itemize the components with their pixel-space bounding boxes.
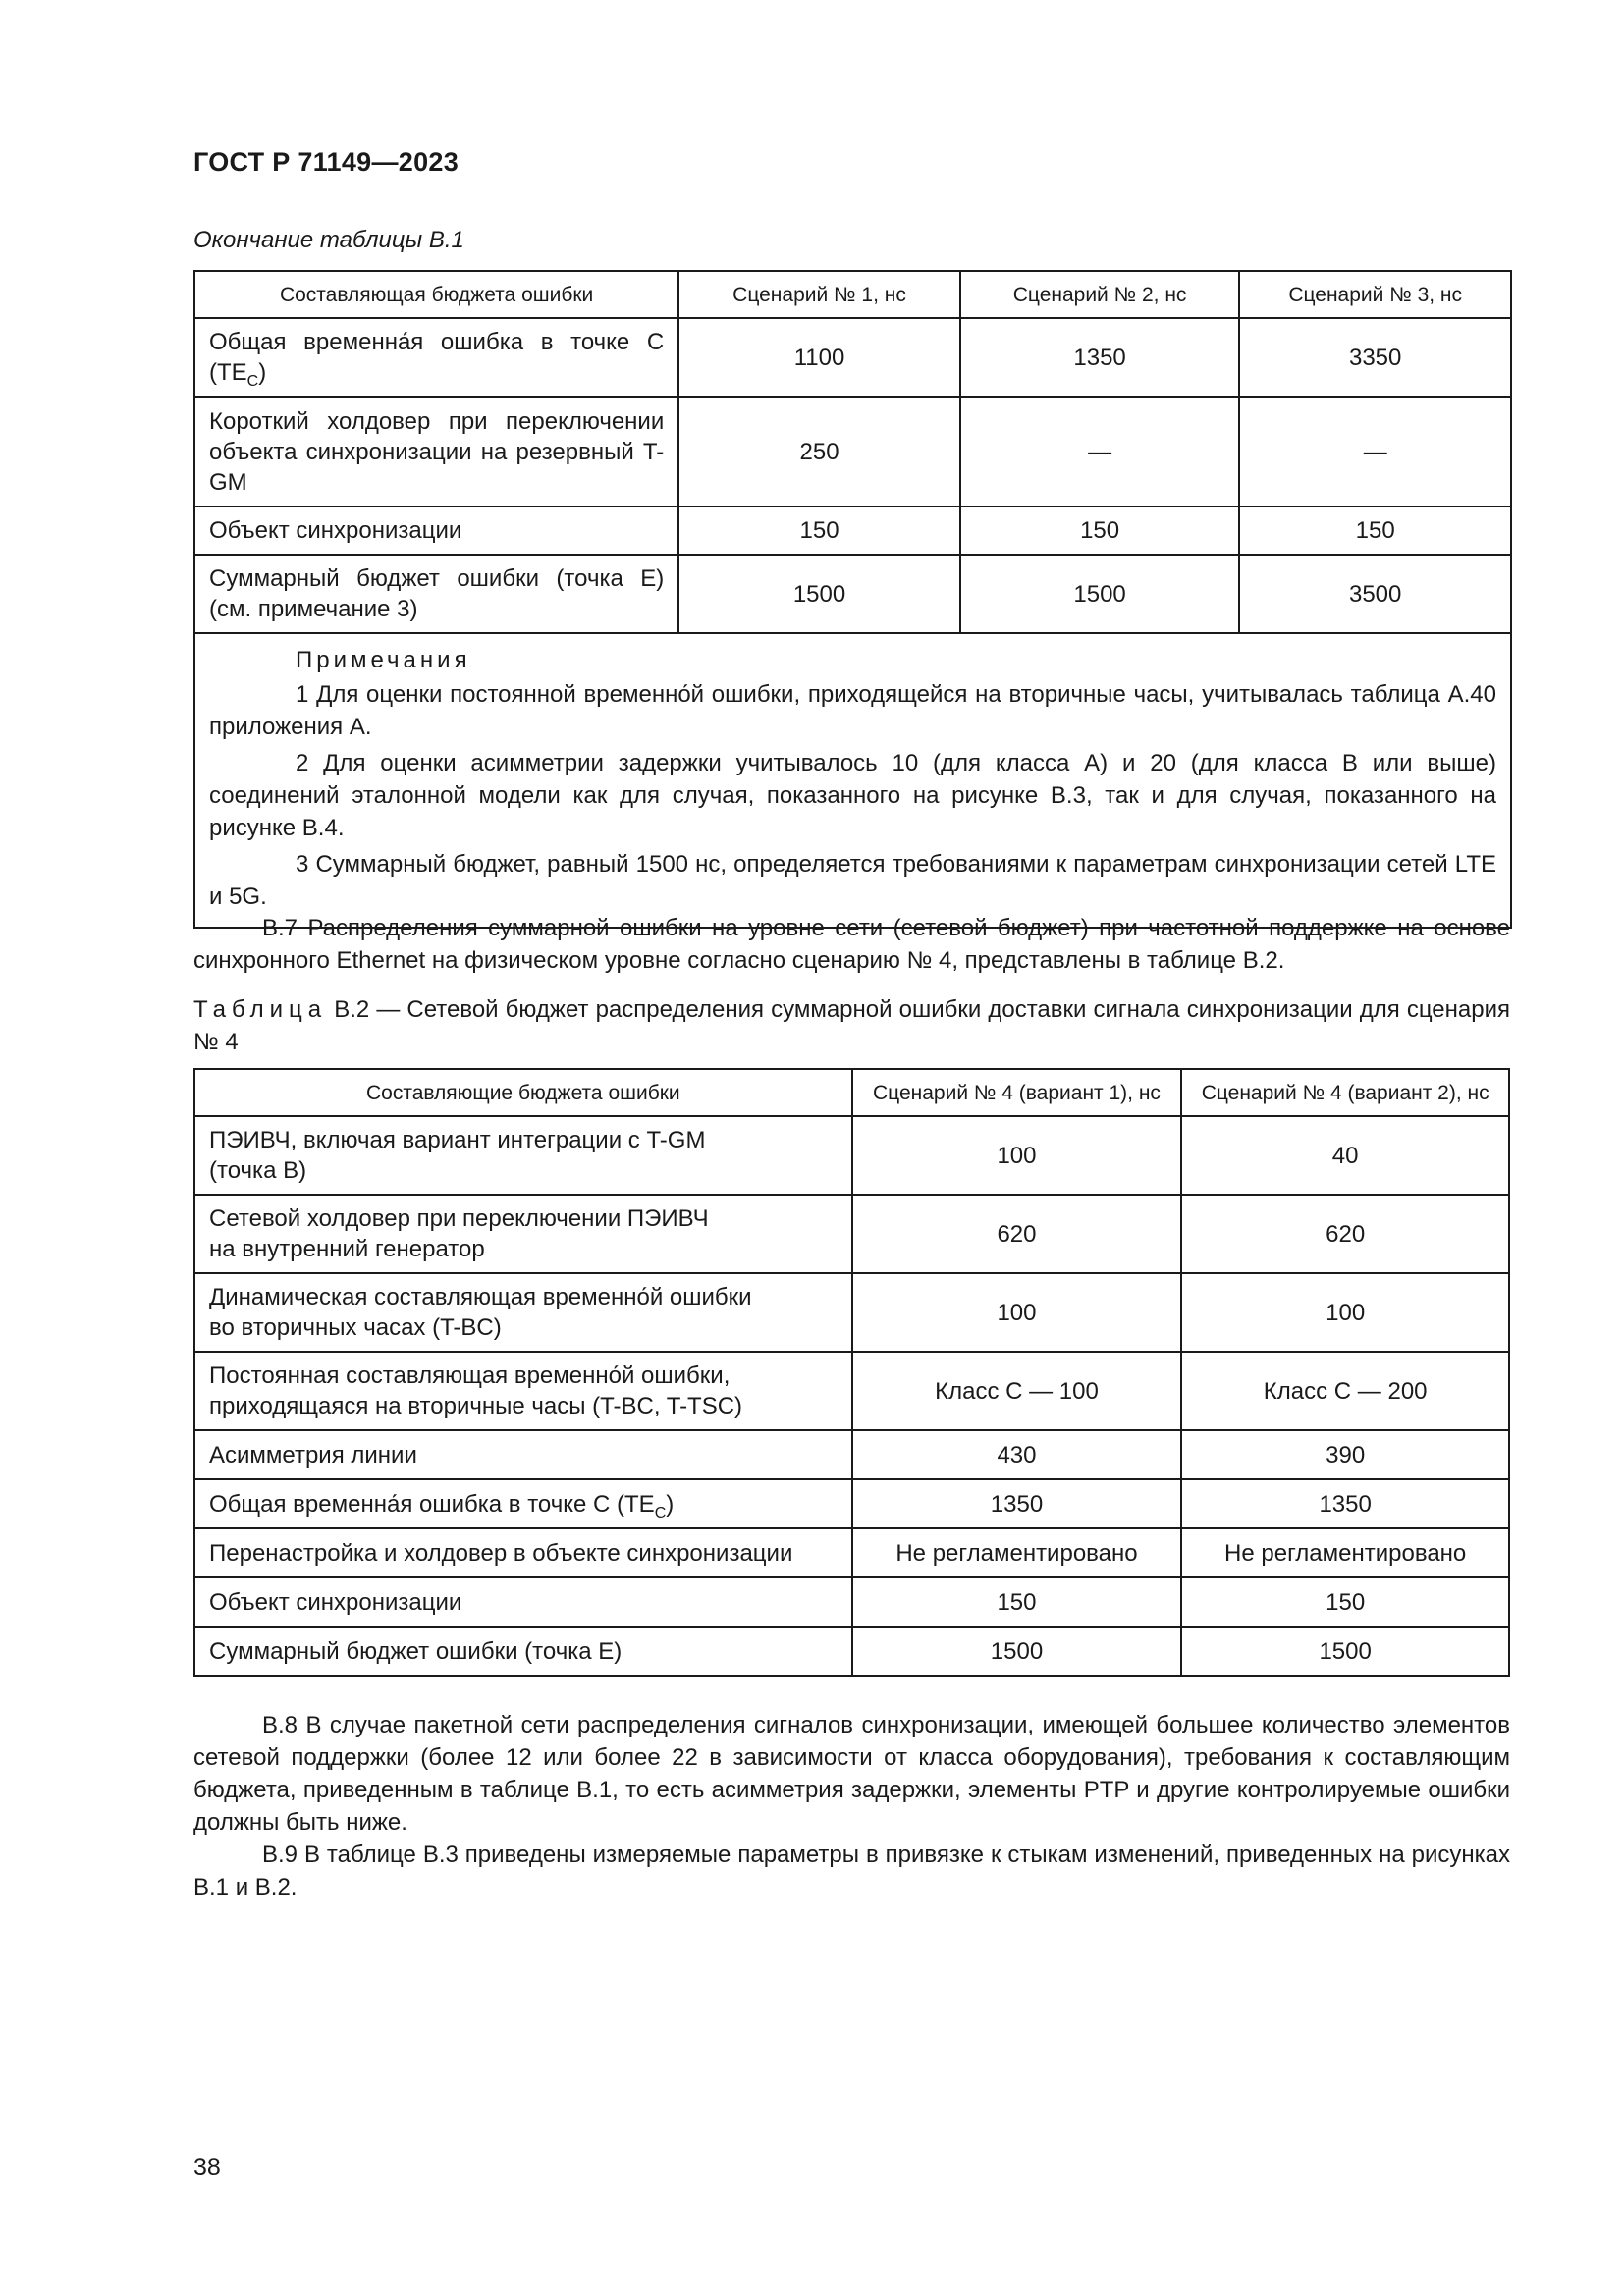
table-row [194, 1273, 1509, 1352]
table-cell: — [1239, 397, 1511, 507]
row-label: Постоянная составляющая временно́й ошибки, приходящаяся на вторичные часы (T-BC, T-TSC) [194, 1352, 852, 1430]
table-cell: 1500 [960, 555, 1240, 633]
table-cell: 1500 [678, 555, 960, 633]
row-label: Сетевой холдовер при переключении ПЭИВЧ на внутренний генератор [194, 1195, 852, 1273]
column-header: Сценарий № 1, нс [678, 271, 960, 318]
row-label: Короткий холдовер при переключении объекта синхронизации на резервный T-GM [194, 397, 678, 507]
table-header-row [194, 271, 1511, 318]
table-cell: 40 [1181, 1116, 1509, 1195]
column-header: Сценарий № 3, нс [1239, 271, 1511, 318]
table-cell: 150 [852, 1577, 1182, 1627]
table-cell: 150 [1181, 1577, 1509, 1627]
table-cell: 390 [1181, 1430, 1509, 1479]
notes-row [194, 633, 1511, 928]
table-cell: 3500 [1239, 555, 1511, 633]
table-cell: 100 [1181, 1273, 1509, 1352]
table-cell: Класс C — 200 [1181, 1352, 1509, 1430]
row-label: Объект синхронизации [194, 1577, 852, 1627]
row-label: Суммарный бюджет ошибки (точка E) (см. примечание 3) [194, 555, 678, 633]
row-label: Динамическая составляющая временно́й ошибки во вторичных часах (T-BC) [194, 1273, 852, 1352]
table-b1 [193, 270, 1512, 929]
notes-title: Примечания [296, 647, 471, 673]
row-label: Суммарный бюджет ошибки (точка E) [194, 1627, 852, 1676]
row-label: Объект синхронизации [194, 507, 678, 555]
paragraph-b9: В.9 В таблице В.3 приведены измеряемые параметры в привязке к стыкам изменений, приведенных на рисунках В.1 и В.2. [193, 1842, 1510, 1900]
row-label: ПЭИВЧ, включая вариант интеграции с T-GM (точка B) [194, 1116, 852, 1195]
table-cell: 620 [1181, 1195, 1509, 1273]
column-header: Сценарий № 2, нс [960, 271, 1240, 318]
table-row [194, 1528, 1509, 1577]
table-cell: 1500 [1181, 1627, 1509, 1676]
row-label: Общая временна́я ошибка в точке C $(TE_C)$ [194, 1479, 852, 1528]
column-header: Составляющие бюджета ошибки [194, 1069, 852, 1116]
page-number: 38 [193, 2154, 221, 2181]
table-row [194, 318, 1511, 397]
table-header-row [194, 1069, 1509, 1116]
table-row [194, 1116, 1509, 1195]
note-item: 2 Для оценки асимметрии задержки учитывалось 10 (для класса А) и 20 (для класса В или выше) соединений эталонной модели как для случая, показанного на рисунке В.3, так и для случая, показанного на рисунке В.4. [209, 750, 1496, 841]
table-cell: — [960, 397, 1240, 507]
table-cell: 1350 [960, 318, 1240, 397]
table-b2 [193, 1068, 1510, 1677]
table-cell: 100 [852, 1273, 1182, 1352]
table-row [194, 1577, 1509, 1627]
table-row [194, 1195, 1509, 1273]
table-row [194, 397, 1511, 507]
paragraph-b8: В.8 В случае пакетной сети распределения сигналов синхронизации, имеющей большее количество элементов сетевой поддержки (более 12 или более 22 в зависимости от класса оборудования), требования к составляющим бюджета, приведенным в таблице В.1, то есть асимметрия задержки, элементы PTP и другие контролируемые ошибки должны быть ниже. [193, 1712, 1510, 1836]
table-notes [194, 633, 1511, 928]
table2-caption: Таблица В.2 — Сетевой бюджет распределения суммарной ошибки доставки сигнала синхронизации для сценария № 4 [193, 996, 1510, 1055]
table-cell: 250 [678, 397, 960, 507]
table-row [194, 1352, 1509, 1430]
paragraph-b7: В.7 Распределения суммарной ошибки на уровне сети (сетевой бюджет) при частотной поддержке на основе синхронного Ethernet на физическом уровне согласно сценарию № 4, представлены в таблице В.2. [193, 915, 1510, 974]
table-row [194, 1627, 1509, 1676]
row-label: Перенастройка и холдовер в объекте синхронизации [194, 1528, 852, 1577]
standard-designation: ГОСТ Р 71149—2023 [193, 147, 460, 177]
table-cell: Не регламентировано [1181, 1528, 1509, 1577]
table-cell: 100 [852, 1116, 1182, 1195]
table-cell: 620 [852, 1195, 1182, 1273]
column-header: Составляющая бюджета ошибки [194, 271, 678, 318]
table-cell: 150 [960, 507, 1240, 555]
table-cell: 150 [678, 507, 960, 555]
table-row [194, 1430, 1509, 1479]
table1-caption: Окончание таблицы В.1 [193, 227, 464, 253]
table-cell: 430 [852, 1430, 1182, 1479]
row-label: Общая временна́я ошибка в точке C $(TE_C)$ [194, 318, 678, 397]
table-cell: 1500 [852, 1627, 1182, 1676]
table-row [194, 1479, 1509, 1528]
note-item: 3 Суммарный бюджет, равный 1500 нс, определяется требованиями к параметрам синхронизации сетей LTE и 5G. [209, 851, 1496, 910]
table-cell: 1350 [1181, 1479, 1509, 1528]
table-cell: 1100 [678, 318, 960, 397]
table-row [194, 507, 1511, 555]
table-cell: Не регламентировано [852, 1528, 1182, 1577]
table-cell: Класс C — 100 [852, 1352, 1182, 1430]
note-item: 1 Для оценки постоянной временно́й ошибки, приходящейся на вторичные часы, учитывалась таблица А.40 приложения А. [209, 681, 1496, 740]
table-row [194, 555, 1511, 633]
table-cell: 3350 [1239, 318, 1511, 397]
table-cell: 1350 [852, 1479, 1182, 1528]
column-header: Сценарий № 4 (вариант 2), нс [1181, 1069, 1509, 1116]
column-header: Сценарий № 4 (вариант 1), нс [852, 1069, 1182, 1116]
row-label: Асимметрия линии [194, 1430, 852, 1479]
table-cell: 150 [1239, 507, 1511, 555]
